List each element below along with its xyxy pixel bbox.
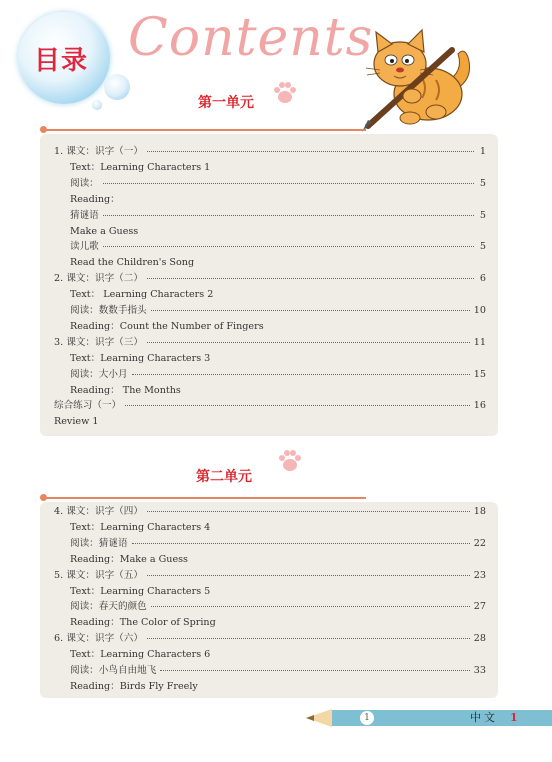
toc-subtitle: Read the Children's Song bbox=[70, 257, 195, 269]
toc-subtitle: Review 1 bbox=[54, 416, 99, 428]
title-chinese: 目录 bbox=[34, 46, 89, 76]
toc-page-number: 23 bbox=[473, 569, 486, 581]
toc-subtitle: Text：Learning Characters 3 bbox=[70, 352, 211, 364]
toc-entry-label: 2. 课文：识字（二） bbox=[54, 273, 143, 285]
toc-entry bbox=[70, 538, 486, 550]
toc-entry-label: 猜谜语 bbox=[70, 209, 99, 221]
toc-entry bbox=[70, 305, 486, 317]
toc-page-number: 5 bbox=[479, 177, 486, 189]
section-rule bbox=[46, 497, 366, 499]
toc-subtitle: Reading：Make a Guess bbox=[70, 553, 188, 565]
toc-page-number: 6 bbox=[479, 273, 486, 285]
toc-page-number: 27 bbox=[473, 601, 486, 613]
toc-entry bbox=[54, 506, 486, 518]
toc-entry bbox=[70, 369, 486, 381]
toc-entry-label: 阅读：大小月 bbox=[70, 368, 128, 380]
toc-page-number: 18 bbox=[473, 506, 486, 517]
dot-leader bbox=[147, 638, 470, 639]
toc-subtitle: Reading：Birds Fly Freely bbox=[70, 680, 198, 692]
dot-leader bbox=[151, 606, 470, 607]
toc-entry bbox=[54, 633, 486, 645]
toc-page-number: 5 bbox=[479, 209, 486, 221]
toc-subtitle: Reading：The Color of Spring bbox=[70, 617, 216, 629]
toc-entry bbox=[70, 601, 486, 613]
dot-leader bbox=[103, 183, 474, 184]
toc-page-number: 1 bbox=[479, 146, 486, 157]
toc-entry-label: 5. 课文：识字（五） bbox=[54, 569, 143, 581]
toc-entry-label: 阅读： bbox=[70, 177, 99, 189]
dot-leader bbox=[151, 310, 470, 311]
dot-leader bbox=[147, 342, 470, 343]
dot-leader bbox=[160, 670, 469, 671]
paw-print-icon bbox=[272, 80, 298, 106]
toc-subtitle: Reading： The Months bbox=[70, 384, 181, 396]
toc-subtitle: Text：Learning Characters 6 bbox=[70, 649, 211, 661]
title-english: Contents bbox=[128, 8, 374, 68]
bubble-decoration-tiny bbox=[92, 100, 102, 110]
section-rule bbox=[46, 129, 366, 131]
toc-entry-label: 6. 课文：识字（六） bbox=[54, 633, 143, 645]
dot-leader bbox=[103, 215, 474, 216]
toc-entry-label: 阅读：猜谜语 bbox=[70, 537, 128, 549]
dot-leader bbox=[147, 575, 470, 576]
toc-entry bbox=[54, 400, 486, 412]
toc-page-number: 33 bbox=[473, 665, 486, 676]
toc-page-number: 11 bbox=[473, 336, 486, 348]
cat-with-pen-icon bbox=[350, 22, 480, 134]
toc-entry-label: 综合练习（一） bbox=[54, 400, 122, 412]
toc-entry-label: 读儿歌 bbox=[70, 241, 99, 253]
toc-subtitle: Reading：Count the Number of Fingers bbox=[70, 320, 264, 332]
dot-leader bbox=[125, 405, 470, 406]
pencil-tip-icon bbox=[306, 715, 314, 721]
toc-entry-label: 阅读：春天的颜色 bbox=[70, 601, 147, 613]
toc-page-number: 10 bbox=[473, 305, 486, 316]
toc-page-number: 15 bbox=[473, 368, 486, 380]
toc-subtitle: Text：Learning Characters 1 bbox=[70, 161, 211, 173]
toc-subtitle: Text： Learning Characters 2 bbox=[70, 289, 214, 301]
footer-subject: 中文 bbox=[470, 711, 498, 724]
toc-entry-label: 阅读：小鸟自由地飞 bbox=[70, 665, 157, 676]
toc-page-number: 16 bbox=[473, 400, 486, 412]
toc-entry-label: 3. 课文：识字（三） bbox=[54, 336, 143, 348]
toc-entry-label: 阅读：数数手指头 bbox=[70, 305, 147, 316]
toc-subtitle: Make a Guess bbox=[70, 225, 139, 237]
unit2-title: 第二单元 bbox=[196, 469, 252, 485]
toc-entry bbox=[70, 665, 486, 677]
toc-subtitle: Text：Learning Characters 5 bbox=[70, 585, 211, 597]
dot-leader bbox=[147, 278, 474, 279]
toc-entry bbox=[70, 210, 486, 222]
paw-print-icon bbox=[277, 448, 303, 474]
toc-entry-label: 1. 课文：识字（一） bbox=[54, 146, 143, 157]
dot-leader bbox=[147, 511, 470, 512]
dot-leader bbox=[103, 246, 474, 247]
footer-page-number: 1 bbox=[510, 711, 518, 724]
toc-entry-label: 4. 课文：识字（四） bbox=[54, 506, 143, 517]
toc-subtitle: Reading： bbox=[70, 193, 120, 205]
toc-entry bbox=[70, 178, 486, 190]
dot-leader bbox=[132, 374, 470, 375]
toc-entry bbox=[54, 273, 486, 285]
toc-page-number: 28 bbox=[473, 633, 486, 645]
toc-page-number: 22 bbox=[473, 537, 486, 549]
toc-entry bbox=[54, 570, 486, 582]
bubble-decoration-small bbox=[104, 74, 130, 100]
toc-entry bbox=[54, 146, 486, 158]
footer-circle-number: 1 bbox=[360, 711, 374, 725]
unit1-title: 第一单元 bbox=[198, 95, 254, 111]
dot-leader bbox=[132, 543, 470, 544]
toc-subtitle: Text：Learning Characters 4 bbox=[70, 521, 211, 533]
toc-entry bbox=[54, 337, 486, 349]
toc-entry bbox=[70, 241, 486, 253]
dot-leader bbox=[147, 151, 474, 152]
toc-page-number: 5 bbox=[479, 241, 486, 253]
